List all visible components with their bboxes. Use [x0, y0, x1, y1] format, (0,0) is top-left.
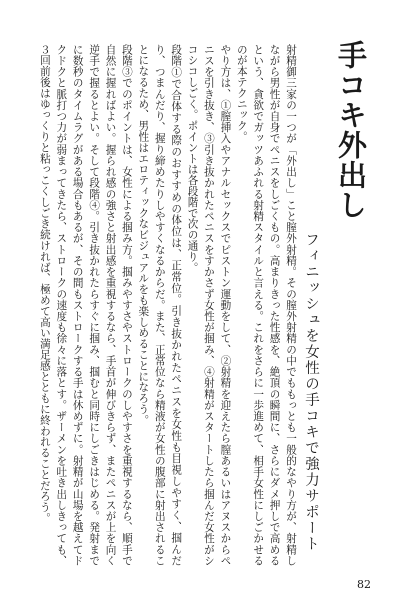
page-number: 82	[357, 578, 371, 591]
paragraph: やり方は、①膣挿入やアナルセックスでピストン運動をして、②射精を迎えたら膣あるいはアヌスからペニスを引き抜き、③引き抜かれたペニスをすかさず女性が掴み、④射精がスタートしたら掴んだ女性がシコシコしごく。ポイントは各段階で次の通り。	[186, 44, 232, 566]
page-subtitle: フィニッシュを女性の手コキで強力サポート	[303, 232, 319, 552]
body-text	[29, 44, 299, 566]
paragraph: 段階③でのポイントは、女性による掴み方。掴みやすさやストロークのしやすさを重視するなら、順手で自然に握ればよい。握られ感の強さと射出感を重視するなら、手首が伸びきらず、またペニスが上を向く逆手で握るとよい。そして段階④。引き抜かれたらすぐに掴み、掴むと同時にしごきはじめる。発射までに数秒のタイムラグがある場合もあるが、その間もストロークする手は休めずに。射精が山場を越えてドクドクと脈打つ力が弱まってきたら、ストロークの速度も徐々に落とす。ザーメンを吐き出しきっても、３回前後はゆっくりと粘っこくしごき続ければ、極めて高い満足感とともに終われることだろう。	[38, 44, 133, 566]
page-title: 手コキ外出し	[334, 40, 368, 220]
paragraph: 段階①で合体する際のおすすめの体位は、正常位。引き抜かれたペニスを女性も目視しやすく、掴んだり、つまんだり、握り締めたりしやすくなるからだ。また、正常位なら精液が女性の腹部に射出されることになるため、男性はエロティックなビジュアルをも楽しめることになろう。	[137, 44, 183, 566]
paragraph: 射精御三家の一つが「外出し」こと膣外射精。その膣外射精の中でももっとも一般的なやり方が、射精しながら男性が自身でペニスをしごくもの。高まりきった性感を、絶頂の瞬間に、さらにダメ押しで高めるという、貪欲でガッツあふれる射精スタイルと言える。これをさらに一歩進めて、相手女性にしごかせるのが本テクニック。	[235, 44, 297, 566]
